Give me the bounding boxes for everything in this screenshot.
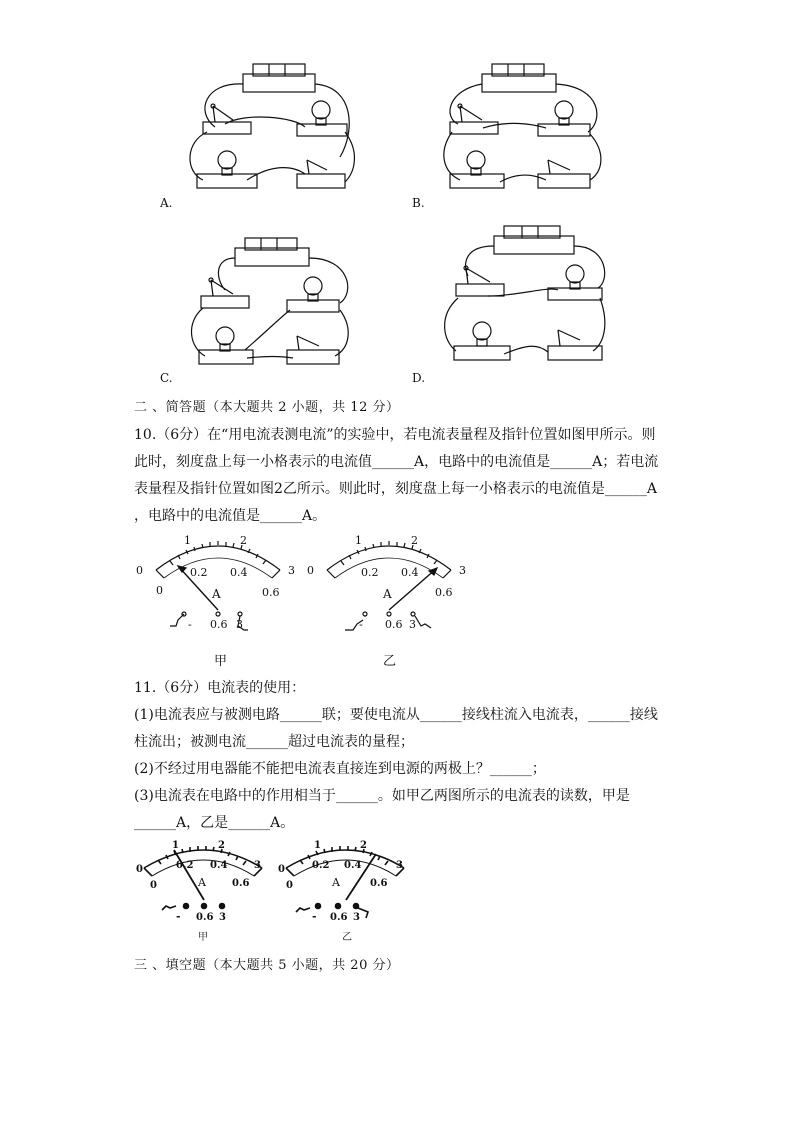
jia-terminal-3: 3 xyxy=(236,618,243,631)
yi-scale-bottom-06: 0.6 xyxy=(435,586,453,599)
q11-caption-jia: 甲 xyxy=(198,932,208,943)
section-3-heading: 三 、填空题（本大题共 5 小题，共 20 分） xyxy=(134,958,400,973)
jia-unit: A xyxy=(212,587,221,601)
q11-yi-scale-top-0: 0 xyxy=(278,864,285,875)
q10-caption-yi: 乙 xyxy=(383,654,397,669)
q11-jia-scale-top-3: 3 xyxy=(254,860,261,871)
q11-line-4: (2)不经过用电器能不能把电流表直接连到电源的两极上？______； xyxy=(134,761,546,777)
q10-line-4: ，电路中的电流值是______A。 xyxy=(134,508,327,524)
section-2-heading: 二 、简答题（本大题共 2 小题，共 12 分） xyxy=(134,400,400,415)
q11-yi-scale-top-1: 1 xyxy=(314,840,321,851)
circuit-figure-a xyxy=(185,62,360,202)
q11-jia-scale-bottom-06: 0.6 xyxy=(232,878,250,889)
q11-line-3: 柱流出；被测电流______超过电流表的量程； xyxy=(134,734,414,750)
jia-scale-top-0: 0 xyxy=(136,564,143,577)
q10-line-3: 表量程及指针位置如图2乙所示。则此时，刻度盘上每一小格表示的电流值是______A xyxy=(134,481,658,497)
option-b-label: B. xyxy=(412,196,425,210)
q11-jia-scale-top-2: 2 xyxy=(218,840,225,851)
q11-jia-terminal-3: 3 xyxy=(219,912,226,923)
q11-caption-yi: 乙 xyxy=(342,932,352,943)
q10-caption-jia: 甲 xyxy=(214,654,228,669)
jia-scale-bottom-02: 0.2 xyxy=(190,566,208,579)
q11-yi-scale-bottom-0: 0 xyxy=(286,880,293,891)
ammeter-figure-q11-jia xyxy=(134,838,274,928)
q10-line-2: 此时，刻度盘上每一小格表示的电流值______A，电路中的电流值是______A；若电流 xyxy=(134,454,659,470)
jia-scale-top-1: 1 xyxy=(184,534,191,547)
q11-jia-scale-top-1: 1 xyxy=(172,840,179,851)
q11-jia-scale-bottom-0: 0 xyxy=(150,880,157,891)
circuit-figure-c xyxy=(185,238,360,376)
yi-terminal-3: 3 xyxy=(409,618,416,631)
circuit-figure-d xyxy=(438,226,613,376)
q11-yi-scale-bottom-02: 0.2 xyxy=(312,860,330,871)
yi-scale-bottom-02: 0.2 xyxy=(361,566,379,579)
ammeter-figure-yi xyxy=(305,530,475,640)
q11-jia-scale-top-0: 0 xyxy=(136,864,143,875)
q10-line-1: 10.（6分）在“用电流表测电流”的实验中，若电流表量程及指针位置如图甲所示。则 xyxy=(134,427,656,443)
q11-line-2: (1)电流表应与被测电路______联；要使电流从______接线柱流入电流表，______接线 xyxy=(134,707,658,723)
q11-yi-scale-top-2: 2 xyxy=(360,840,367,851)
q11-yi-scale-top-3: 3 xyxy=(396,860,403,871)
q11-jia-scale-bottom-02: 0.2 xyxy=(176,860,194,871)
yi-scale-top-1: 1 xyxy=(355,534,362,547)
q11-line-5: (3)电流表在电路中的作用相当于______。如甲乙两图所示的电流表的读数，甲是 xyxy=(134,788,630,804)
q11-yi-terminal-06: 0.6 xyxy=(330,912,348,923)
yi-scale-bottom-04: 0.4 xyxy=(401,566,419,579)
ammeter-figure-jia xyxy=(134,530,304,640)
q11-yi-terminal-minus: - xyxy=(312,910,317,923)
q11-jia-scale-bottom-04: 0.4 xyxy=(210,860,228,871)
yi-terminal-minus: - xyxy=(359,618,363,631)
option-d-label: D. xyxy=(412,371,426,385)
circuit-figure-b xyxy=(438,62,613,202)
jia-terminal-06: 0.6 xyxy=(210,618,228,631)
jia-scale-bottom-04: 0.4 xyxy=(230,566,248,579)
jia-scale-bottom-06: 0.6 xyxy=(262,586,280,599)
q11-yi-terminal-3: 3 xyxy=(353,912,360,923)
option-c-label: C. xyxy=(160,371,173,385)
q11-jia-terminal-minus: - xyxy=(176,910,181,923)
jia-terminal-minus: - xyxy=(188,618,192,631)
yi-scale-top-3: 3 xyxy=(459,564,466,577)
jia-scale-top-2: 2 xyxy=(240,534,247,547)
jia-scale-bottom-0: 0 xyxy=(156,584,163,597)
q11-yi-scale-bottom-04: 0.4 xyxy=(344,860,362,871)
yi-scale-top-0: 0 xyxy=(307,564,314,577)
yi-unit: A xyxy=(383,587,392,601)
q11-yi-unit: A xyxy=(332,876,340,889)
q11-yi-scale-bottom-06: 0.6 xyxy=(370,878,388,889)
ammeter-figure-q11-yi xyxy=(276,838,416,928)
q11-jia-unit: A xyxy=(198,876,206,889)
option-a-label: A. xyxy=(160,196,173,210)
q11-jia-terminal-06: 0.6 xyxy=(196,912,214,923)
yi-terminal-06: 0.6 xyxy=(385,618,403,631)
q11-line-1: 11.（6分）电流表的使用： xyxy=(134,680,306,696)
q11-line-6: ______A，乙是______A。 xyxy=(134,815,295,831)
jia-scale-top-3: 3 xyxy=(288,564,295,577)
yi-scale-top-2: 2 xyxy=(411,534,418,547)
